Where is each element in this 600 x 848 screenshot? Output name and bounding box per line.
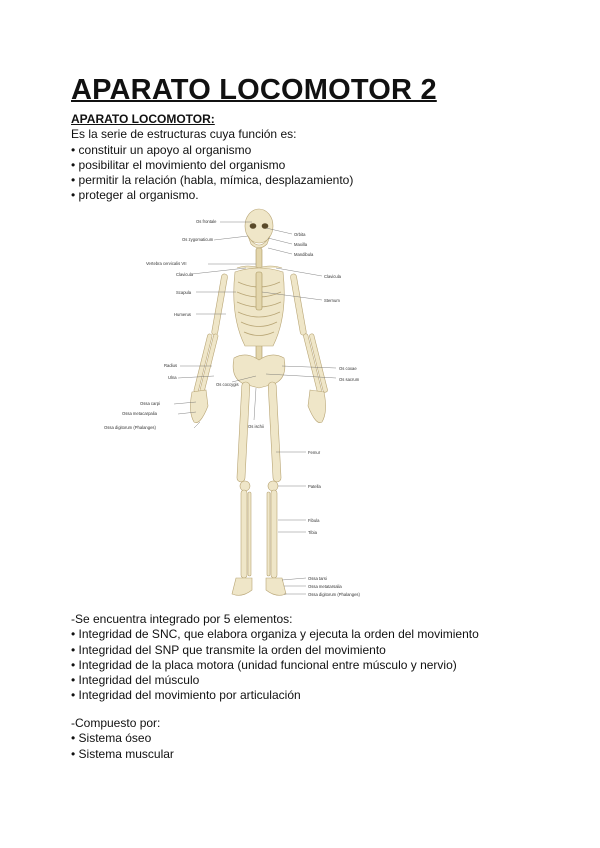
label-clavicula-left: Clavicula [176,272,193,277]
intro-item: • proteger al organismo. [71,188,353,203]
intro-item: • constituir un apoyo al organismo [71,143,353,158]
label-femur: Femur [308,450,321,455]
orbit-right [262,223,269,229]
intro-item: • posibilitar el movimiento del organismo [71,158,353,173]
label-ossa-tarsi: Ossa tarsi [308,576,327,581]
intro-heading: APARATO LOCOMOTOR: [71,112,215,126]
composed-item: • Sistema muscular [71,747,174,762]
label-humerus: Humerus [174,312,191,317]
label-radius: Radius [164,363,178,368]
label-vertebra-cervicalis: Vertebra cervicalis VII [146,261,187,266]
label-clavicula-right: Clavicula [324,274,341,279]
left-leg [232,382,252,596]
label-ossa-metacarpalia: Ossa metacarpalia [122,411,157,416]
label-ulna: Ulna [168,375,177,380]
label-ossa-digitorum-hand: Ossa digitorum (Phalanges) [104,425,156,430]
elements-item: • Integridad de SNC, que elabora organiza y ejecuta la orden del movimiento [71,627,479,642]
label-maxilla: Maxilla [294,242,308,247]
elements-item: • Integridad de la placa motora (unidad funcional entre músculo y nervio) [71,658,479,673]
label-patella: Patella [308,484,321,489]
label-os-coxae: Os coxae [339,366,357,371]
composed-item: • Sistema óseo [71,731,174,746]
elements-section [71,612,479,704]
label-mandibula: Mandibula [294,252,314,257]
left-arm [190,273,228,422]
label-ossa-carpi: Ossa carpi [140,401,161,406]
right-arm [290,273,328,422]
right-leg [266,382,286,596]
label-tibia: Tibia [308,530,317,535]
orbit-left [250,223,257,229]
label-os-coccygis: Os coccygis [216,382,239,387]
page-title: APARATO LOCOMOTOR 2 [71,74,437,106]
elements-lead: -Se encuentra integrado por 5 elementos: [71,612,293,626]
elements-item: • Integridad del movimiento por articulación [71,688,479,703]
composed-section [71,716,174,762]
label-sternum: Sternum [324,298,340,303]
label-scapula: Scapula [176,290,192,295]
label-orbita: Orbita [294,232,306,237]
sternum [256,272,262,310]
label-os-sacrum: Os sacrum [339,377,360,382]
pelvis [233,355,285,388]
label-os-zygomaticum: Os zygomaticum [182,237,214,242]
elements-item: • Integridad del músculo [71,673,479,688]
intro-item: • permitir la relación (habla, mímica, desplazamiento) [71,173,353,188]
label-ossa-metatarsalia: Ossa metatarsalia [308,584,342,589]
intro-lead: Es la serie de estructuras cuya función es: [71,127,297,142]
label-os-ischii: Os ischii [248,424,264,429]
label-ossa-digitorum-foot: Ossa digitorum (Phalanges) [308,592,360,597]
composed-lead: -Compuesto por: [71,716,161,730]
elements-item: • Integridad del SNP que transmite la orden del movimiento [71,643,479,658]
label-os-frontale: Os frontale [196,219,217,224]
label-fibula: Fibula [308,518,320,523]
intro-section [71,112,353,204]
skeleton-figure [96,206,376,604]
